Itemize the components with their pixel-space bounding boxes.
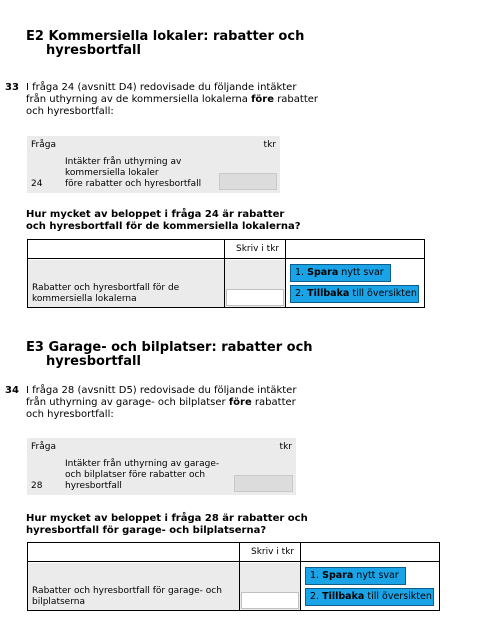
reference-question-number: 24 (31, 179, 43, 189)
question-text-line (26, 397, 296, 409)
question-text-line: I fråga 28 (avsnitt D5) redovisade du följande intäkter (26, 385, 297, 396)
reference-value-field (234, 475, 293, 492)
reference-header-unit: tkr (279, 442, 292, 452)
answer-row-label-line: kommersiella lokalerna (32, 294, 137, 304)
sub-question-e3 (26, 513, 308, 537)
button-number: 2. (295, 288, 305, 299)
button-label-bold: Spara (307, 267, 339, 278)
section-title-e3-line2: hyresbortfall (46, 354, 141, 369)
button-label: nytt svar (356, 570, 399, 581)
question-text-fragment: rabatter (274, 94, 319, 105)
sub-question-line: Hur mycket av beloppet i fråga 28 är rabatter och (26, 513, 308, 524)
question-text-33 (26, 82, 318, 118)
reference-value-field (219, 173, 277, 190)
answer-table-header-row (28, 543, 439, 562)
divider (224, 240, 225, 307)
reference-label-line: före rabatter och hyresbortfall (65, 179, 202, 189)
answer-table-e3 (27, 542, 440, 611)
answer-row-label-line: bilplatserna (32, 597, 85, 607)
button-label-bold: Tillbaka (322, 591, 365, 602)
question-text-line: och hyresbortfall: (26, 409, 114, 420)
button-label: till översikten (352, 288, 417, 299)
reference-header-question: Fråga (31, 442, 56, 452)
back-to-overview-button[interactable] (290, 285, 419, 303)
button-label-bold: Tillbaka (307, 288, 350, 299)
question-text-line: I fråga 24 (avsnitt D4) redovisade du följande intäkter (26, 82, 297, 93)
question-text-fragment: från uthyrning av garage- och bilplatser (26, 397, 229, 408)
divider (300, 543, 301, 610)
question-text-fragment: rabatter (251, 397, 296, 408)
question-text-emphasis: före (228, 397, 252, 408)
column-header-tkr: Skriv i tkr (251, 547, 295, 557)
section-title-e2 (26, 30, 304, 58)
rabatter-input-field[interactable] (226, 289, 284, 306)
divider (285, 240, 286, 307)
answer-table-header-row (28, 240, 424, 259)
reference-box-q28 (27, 438, 296, 495)
question-text-line: och hyresbortfall: (26, 106, 114, 117)
reference-label-line: kommersiella lokaler (65, 168, 159, 178)
save-button[interactable] (305, 567, 406, 585)
sub-question-line: hyresbortfall för garage- och bilplatserna? (26, 525, 267, 536)
question-number-33: 33 (5, 82, 19, 93)
reference-header-question: Fråga (31, 140, 56, 150)
save-button[interactable] (290, 264, 391, 282)
question-number-34: 34 (5, 385, 19, 396)
section-title-e3-line1: E3 Garage- och bilplatser: rabatter och (26, 340, 313, 355)
question-text-fragment: från uthyrning av de kommersiella lokalerna (26, 94, 252, 105)
button-label-bold: Spara (322, 570, 354, 581)
question-text-34 (26, 385, 296, 421)
button-label: nytt svar (341, 267, 384, 278)
question-text-line (26, 94, 318, 106)
answer-table-e2 (27, 239, 425, 308)
button-number: 2. (310, 591, 320, 602)
sub-question-line: Hur mycket av beloppet i fråga 24 är rabatter (26, 209, 285, 220)
reference-label-line: Intäkter från uthyrning av (65, 157, 182, 167)
section-title-e3 (26, 341, 313, 369)
divider (239, 543, 240, 610)
reference-question-number: 28 (31, 481, 43, 491)
section-title-e2-line2: hyresbortfall (46, 43, 141, 58)
button-number: 1. (310, 570, 320, 581)
button-label: till översikten (367, 591, 432, 602)
question-text-emphasis: före (251, 94, 275, 105)
column-header-tkr: Skriv i tkr (236, 244, 280, 254)
reference-label-line: hyresbortfall (65, 481, 122, 491)
rabatter-input-field[interactable] (241, 592, 299, 609)
button-number: 1. (295, 267, 305, 278)
reference-label-line: och bilplatser före rabatter och (65, 470, 206, 480)
back-to-overview-button[interactable] (305, 588, 434, 606)
reference-header-unit: tkr (263, 140, 276, 150)
sub-question-e2 (26, 209, 301, 233)
answer-row-label-line: Rabatter och hyresbortfall för garage- och (32, 586, 222, 596)
reference-box-q24 (27, 136, 280, 193)
section-title-e2-line1: E2 Kommersiella lokaler: rabatter och (26, 29, 305, 44)
reference-label-line: Intäkter från uthyrning av garage- (65, 459, 220, 469)
sub-question-line: och hyresbortfall för de kommersiella lokalerna? (26, 221, 301, 232)
answer-row-label-line: Rabatter och hyresbortfall för de (32, 283, 180, 293)
